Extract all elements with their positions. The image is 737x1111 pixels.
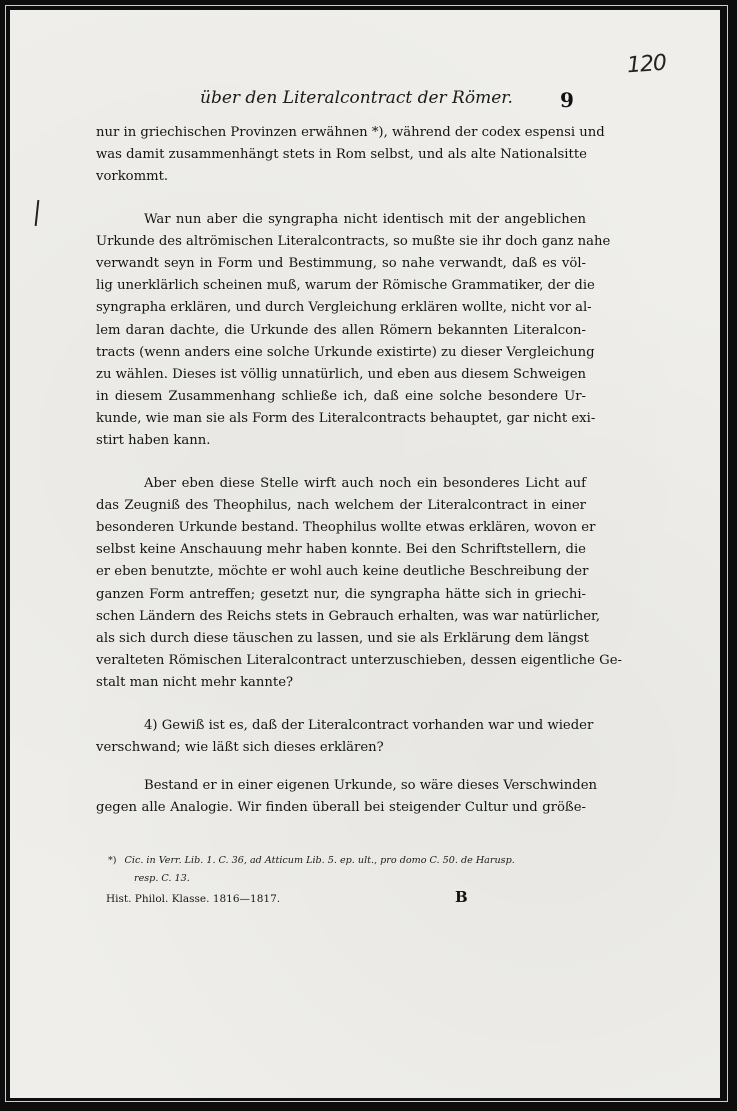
text-line: was damit zusammenhängt stets in Rom selbst, und als alte Nationalsitte (96, 147, 587, 163)
text-line: Aber eben diese Stelle wirft auch noch ein besonderes Licht auf (144, 475, 586, 491)
footnote-mark: *) (108, 855, 117, 866)
paragraph-5 (96, 775, 597, 819)
footnote-text: Cic. in Verr. Lib. 1. C. 36, ad Atticum Lib. 5. ep. ult., pro domo C. 50. de Harusp. (124, 855, 515, 866)
text-line: schen Ländern des Reichs stets in Gebrauch erhalten, was war natürlicher, (96, 608, 601, 624)
text-line: 4) Gewiß ist es, daß der Literalcontract vorhanden war und wieder (144, 717, 594, 733)
text-line: verwandt seyn in Form und Bestimmung, so nahe verwandt, daß es völ- (96, 255, 586, 271)
text-line: selbst keine Anschauung mehr haben konnte. Bei den Schriftstellern, die (96, 542, 586, 558)
paragraph-3 (96, 473, 622, 695)
text-line: vorkommt. (96, 169, 169, 185)
paragraph-1 (96, 122, 605, 189)
footnote (108, 852, 594, 888)
paragraph-2 (96, 209, 611, 453)
signature-mark: B (455, 888, 468, 906)
text-line: ganzen Form antreffen; gesetzt nur, die syngrapha hätte sich in griechi- (96, 586, 586, 602)
text-line: War nun aber die syngrapha nicht identisch mit der angeblichen (144, 211, 586, 227)
text-line: nur in griechischen Provinzen erwähnen *), während der codex espensi und (96, 125, 605, 140)
text-line: Bestand er in einer eigenen Urkunde, so wäre dieses Verschwinden (144, 777, 597, 793)
text-line: das Zeugniß des Theophilus, nach welchem der Literalcontract in einer (96, 497, 586, 513)
text-line: Urkunde des altrömischen Literalcontracts, so mußte sie ihr doch ganz nahe (96, 233, 611, 249)
footnote-line (108, 852, 594, 870)
text-line: stalt man nicht mehr kannte? (96, 675, 294, 691)
text-line: er eben benutzte, möchte er wohl auch keine deutliche Beschreibung der (96, 564, 589, 580)
text-line: verschwand; wie läßt sich dieses erklären? (96, 739, 384, 755)
footnote-line: resp. C. 13. (134, 873, 190, 884)
text-line: besonderen Urkunde bestand. Theophilus wollte etwas erklären, wovon er (96, 520, 596, 535)
text-line: lem daran dachte, die Urkunde des allen Römern bekannten Literalcon- (96, 322, 586, 338)
text-line: zu wählen. Dieses ist völlig unnatürlich, und eben aus diesem Schweigen (96, 366, 586, 382)
paragraph-4 (96, 715, 594, 759)
handwritten-page-number: 120 (626, 50, 667, 79)
body-text (96, 122, 622, 819)
text-line: als sich durch diese täuschen zu lassen, und sie als Erklärung dem längst (96, 630, 589, 646)
page-number: 9 (560, 88, 574, 112)
text-line: lig unerklärlich scheinen muß, warum der Römische Grammatiker, der die (96, 278, 595, 294)
running-header: über den Literalcontract der Römer. (200, 88, 513, 108)
text-line: in diesem Zusammenhang schließe ich, daß eine solche besondere Ur- (96, 389, 586, 405)
text-line: syngrapha erklären, und durch Vergleichung erklären wollte, nicht vor al- (96, 300, 592, 316)
text-line: tracts (wenn anders eine solche Urkunde existirte) zu dieser Vergleichung (96, 344, 595, 360)
text-line: stirt haben kann. (96, 433, 211, 449)
text-line: gegen alle Analogie. Wir finden überall bei steigender Cultur und größe- (96, 800, 586, 816)
signature-line: Hist. Philol. Klasse. 1816—1817. (106, 893, 281, 905)
text-line: veralteten Römischen Literalcontract unterzuschieben, dessen eigentliche Ge- (96, 653, 622, 669)
text-line: kunde, wie man sie als Form des Literalcontracts behauptet, gar nicht exi- (96, 411, 596, 427)
